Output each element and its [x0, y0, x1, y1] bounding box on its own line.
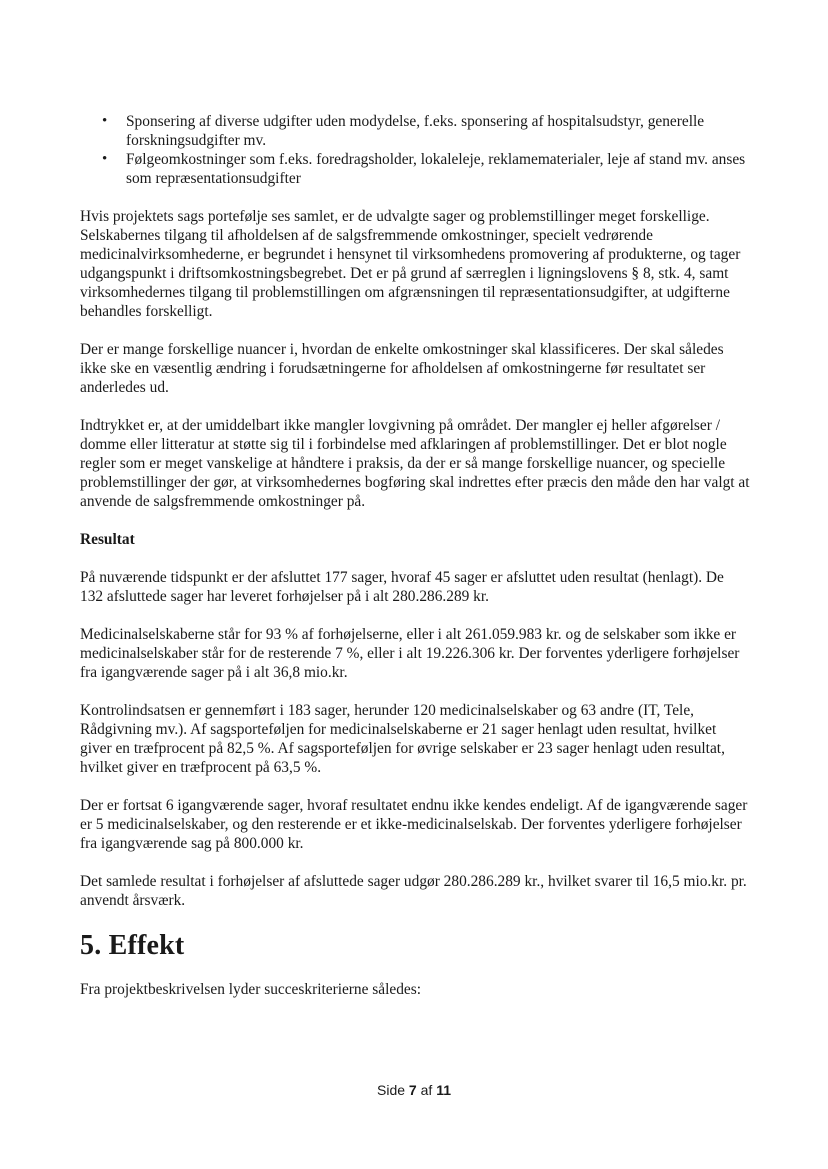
paragraph: Kontrolindsatsen er gennemført i 183 sager, herunder 120 medicinalselskaber og 63 andre (IT, Tele, Rådgivning mv.). Af sagsporteføljen for medicinalselskaberne er 21 sager henlagt uden resultat, hvilket giver en træfprocent på 82,5 %. Af sagsporteføljen for øvrige selskaber er 23 sager henlagt uden resultat, hvilket giver en træfprocent på 63,5 %. — [80, 702, 725, 776]
bullet-icon: • — [102, 113, 108, 129]
page-footer — [0, 1082, 828, 1098]
list-item — [80, 112, 750, 150]
page-content — [80, 112, 750, 1018]
paragraph: Det samlede resultat i forhøjelser af afsluttede sager udgør 280.286.289 kr., hvilket svarer til 16,5 mio.kr. pr. anvendt årsværk. — [80, 873, 747, 909]
paragraph: Der er fortsat 6 igangværende sager, hvoraf resultatet endnu ikke kendes endeligt. Af de igangværende sager er 5 medicinalselskaber, og den resterende er et ikke-medicinalselskab. Der forventes yderligere forhøjelser fra igangværende sag på 800.000 kr. — [80, 797, 748, 852]
bullet-text: Følgeomkostninger som f.eks. foredragsholder, lokaleleje, reklamematerialer, leje af stand mv. anses som repræsentationsudgifter — [126, 151, 746, 187]
footer-middle: af — [420, 1082, 433, 1098]
footer-page-number: 7 — [408, 1082, 417, 1098]
paragraph: På nuværende tidspunkt er der afsluttet 177 sager, hvoraf 45 sager er afsluttet uden resultat (henlagt). De 132 afsluttede sager har leveret forhøjelser på i alt 280.286.289 kr. — [80, 569, 724, 605]
section-intro: Fra projektbeskrivelsen lyder succeskriterierne således: — [80, 981, 422, 998]
resultat-heading: Resultat — [80, 531, 135, 548]
bullet-list — [80, 112, 750, 188]
paragraph: Hvis projektets sags portefølje ses samlet, er de udvalgte sager og problemstillinger meget forskellige. Selskabernes tilgang til afholdelsen af de salgsfremmende omkostninger, specielt vedrørende medicinalvirksomhederne, er begrundet i hensynet til virksomhedens promovering af produkterne, og tager udgangspunkt i driftsomkostningsbegrebet. Det er på grund af særreglen i ligningslovens § 8, stk. 4, samt virksomhedernes tilgang til problemstillingen om afgrænsningen til repræsentationsudgifter, at udgifterne behandles forskelligt. — [80, 208, 741, 320]
paragraph: Medicinalselskaberne står for 93 % af forhøjelserne, eller i alt 261.059.983 kr. og de selskaber som ikke er medicinalselskaber står for de resterende 7 %, eller i alt 19.226.306 kr. Der forventes yderligere forhøjelser fra igangværende sager på i alt 36,8 mio.kr. — [80, 626, 740, 681]
paragraph: Der er mange forskellige nuancer i, hvordan de enkelte omkostninger skal klassificeres. Der skal således ikke ske en væsentlig ændring i forudsætningerne for afholdelsen af omkostningerne før resultatet ser anderledes ud. — [80, 341, 724, 396]
footer-total-pages: 11 — [436, 1082, 451, 1098]
footer-prefix: Side — [377, 1082, 406, 1098]
bullet-text: Sponsering af diverse udgifter uden modydelse, f.eks. sponsering af hospitalsudstyr, generelle forskningsudgifter mv. — [126, 113, 705, 149]
list-item — [80, 150, 750, 188]
paragraph: Indtrykket er, at der umiddelbart ikke mangler lovgivning på området. Der mangler ej heller afgørelser / domme eller litteratur at støtte sig til i forbindelse med afklaringen af problemstillinger. Det er blot nogle regler som er meget vanskelige at håndtere i praksis, da der er så mange forskellige nuancer, og specielle problemstillinger der gør, at virksomhedernes bogføring skal indrettes efter præcis den måde den har valgt at anvende de salgsfremmende omkostninger på. — [80, 417, 750, 510]
bullet-icon: • — [102, 151, 108, 167]
section-heading: 5. Effekt — [80, 930, 185, 961]
